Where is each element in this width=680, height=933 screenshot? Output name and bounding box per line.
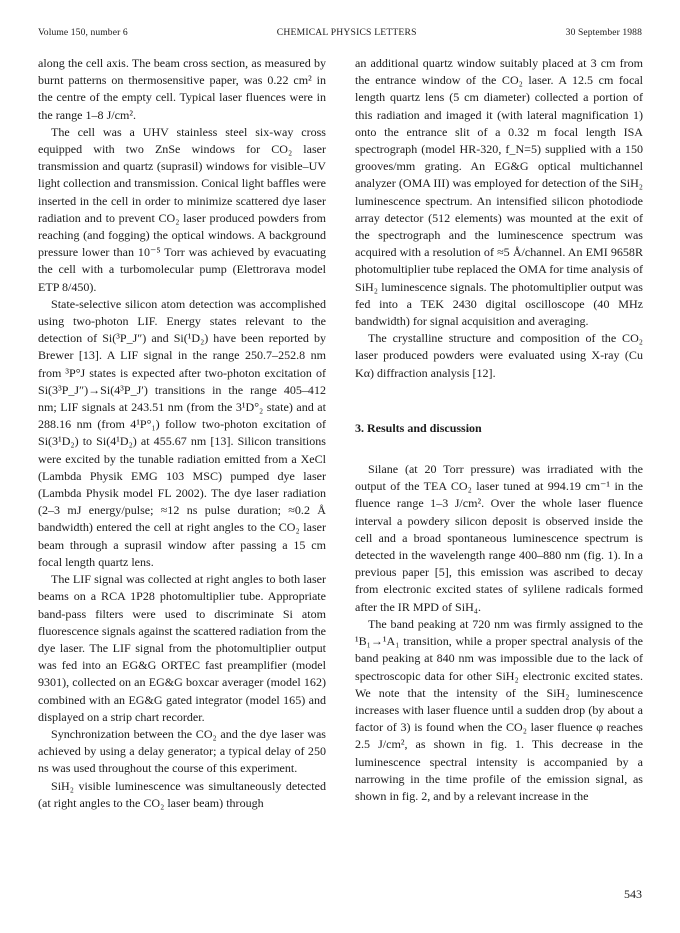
section-heading: 3. Results and discussion [355, 420, 482, 435]
paragraph: an additional quartz window suitably placed at 3 cm from the entrance window of the CO₂ laser. A 12.5 cm focal length quartz lens (5 cm diameter) collected a portion of this radiation and imaged it (with lateral magnification 1) onto the entrance slit of a 0.32 m focal length ISA spectrograph (model HR-320, f_N=5) supplied with a 150 grooves/mm grating. An EG&G optical multichannel analyzer (OMA III) was employed for detection of the SiH₂ luminescence spectrum. An intensified silicon photodiode array detector (512 elements) was mounted at the exit of the spectrograph and the luminescence spectrum was acquired with a resolution of ≈5 Å/channel. An EMI 9658R photomultiplier tube replaced the OMA for time analysis of SiH₂ luminescence signals. The photomultiplier output was fed into a TEK 2430 digital oscilloscope (40 MHz bandwidth) for signal acquisition and averaging. [355, 56, 643, 329]
volume-info: Volume 150, number 6 [38, 27, 128, 38]
issue-date: 30 September 1988 [565, 27, 642, 38]
running-header [38, 27, 642, 43]
journal-title: CHEMICAL PHYSICS LETTERS [276, 27, 417, 38]
paragraph: SiH₂ visible luminescence was simultaneously detected (at right angles to the CO₂ laser beam) through [38, 778, 326, 810]
left-column [38, 55, 326, 812]
paragraph: Synchronization between the CO₂ and the dye laser was achieved by using a delay generator; a typical delay of 250 ns was used throughout the course of this experiment. [38, 726, 326, 776]
paragraph: Silane (at 20 Torr pressure) was irradiated with the output of the TEA CO₂ laser tuned at 994.19 cm⁻¹ in the fluence range 1–3 J/cm². Over the whole laser fluence interval a powdery silicon deposit is observed inside the cell and a broad spontaneous luminescence spectrum is detected in the wavelength range 400–880 nm (fig. 1). In a previous paper [5], this emission was ascribed to decay from electronic excited states of sylilene radicals formed after the IR MPD of SiH₄. [355, 462, 643, 614]
paragraph: The cell was a UHV stainless steel six-way cross equipped with two ZnSe windows for CO₂ laser transmission and quartz (suprasil) windows for visible–UV light collection and transmission. Conical light baffles were inserted in the cell in order to minimize scattered dye laser radiation and to prevent CO₂ laser produced powders from reaching (and fogging) the optical windows. A background pressure lower than 10⁻⁵ Torr was achieved by evacuating the cell with a turbomolecular pump (Elettrorava model ETP 8/450). [38, 124, 326, 294]
paragraph: The crystalline structure and composition of the CO₂ laser produced powders were evaluated using X-ray (Cu Kα) diffraction analysis [12]. [355, 331, 643, 380]
right-column [355, 55, 643, 805]
paragraph: along the cell axis. The beam cross section, as measured by burnt patterns on thermosensitive paper, was 0.22 cm² in the centre of the empty cell. Typical laser fluences were in the range 1–8 J/cm². [38, 56, 326, 122]
paragraph: The LIF signal was collected at right angles to both laser beams on a RCA 1P28 photomultiplier tube. Appropriate band-pass filters were used to discriminate Si atom fluorescence signals against the scattered radiation from the dye laser. The LIF signal from the photomultiplier output was fed into an EG&G ORTEC fast preamplifier (model 9301), collected on an EG&G boxcar averager (model 162) combined with an EG&G gated integrator (model 165) and displayed on a strip chart recorder. [38, 572, 327, 724]
page-number: 543 [624, 887, 642, 901]
paragraph: The band peaking at 720 nm was firmly assigned to the ¹B₁→¹A₁ transition, while a proper spectral analysis of the band peaking at 840 nm was impossible due to the lack of spectroscopic data for other SiH₂ electronic excited states. We note that the intensity of the SiH₂ luminescence increases with laser fluence until a sudden drop (by about a factor of 3) is found when the CO₂ laser fluence φ reaches 2.5 J/cm², as shown in fig. 1. This decrease in the luminescence spectral intensity is accompanied by a narrowing in the time profile of the emission signal, as shown in fig. 2, and by a relevant increase in the [355, 616, 643, 803]
paragraph: State-selective silicon atom detection was accomplished using two-photon LIF. Energy states relevant to the detection of Si(³P_J″) and Si(¹D₂) have been reported by Brewer [13]. A LIF signal in the range 250.7–252.8 nm from ³P°J states is expected after two-photon excitation of Si(3³P_J″)→Si(4³P_J′) transitions in the range 405–412 nm; LIF signals at 243.51 nm (from the 3¹D°₂ state) and at 288.16 nm (from 4¹P°₁) follow two-photon excitation of Si(3¹D₂) to Si(4¹D₂) at 455.67 nm [13]. Silicon transitions were excited by the tunable radiation emitted from a XeCl (Lambda Physik EMG 103 MSC) pumped dye laser (Lambda Physik model FL 2002). The dye laser radiation (2–3 mJ energy/pulse; ≈12 ns pulse duration; ≈0.2 Å bandwidth) entered the cell at right angles to the CO₂ laser beam through a suprasil window after passing a 15 cm focal length quartz lens. [38, 296, 326, 569]
